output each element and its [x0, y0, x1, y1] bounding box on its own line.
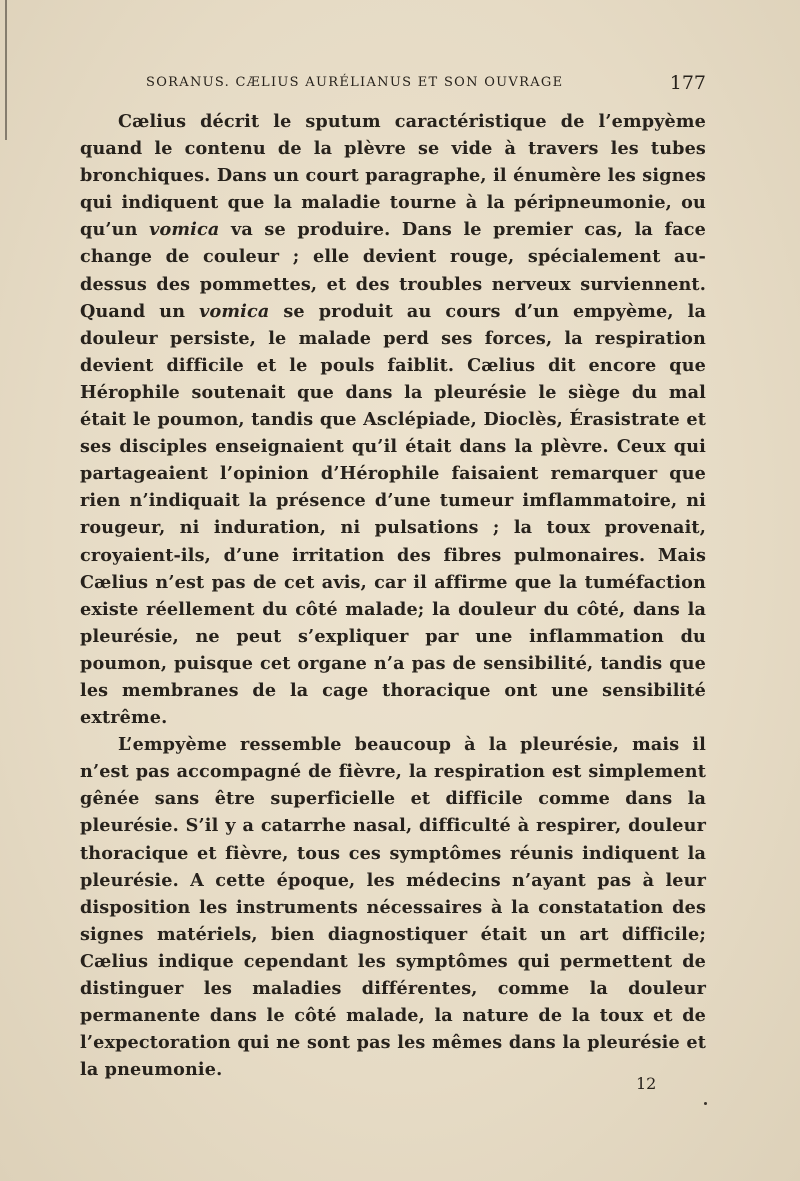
- italic-term-vomica: vomica: [199, 300, 270, 322]
- paragraph-1: [80, 108, 706, 731]
- signature-mark: 12: [636, 1074, 657, 1093]
- body-text: [80, 108, 706, 1083]
- running-head: SORANUS. CÆLIUS AURÉLIANUS ET SON OUVRAGE: [146, 75, 564, 90]
- page-header: [146, 72, 706, 96]
- paragraph-1-part-c: se produit au cours d’un empyème, la douleur persiste, le malade perd ses forces, la respiration devient difficile et le pouls faiblit. Cælius dit encore que Hérophile soutenait que dans la pleurésie le siège du mal était le poumon, tandis que Asclépiade, Dioclès, Érasistrate et ses disciples enseignaient qu’il était dans la plèvre. Ceux qui partageaient l’opinion d’Hérophile faisaient remarquer que rien n’indiquait la présence d’une tumeur imflammatoire, ni rougeur, ni induration, ni pulsations ; la toux provenait, croyaient-ils, d’une irritation des fibres pulmonaires. Mais Cælius n’est pas de cet avis, car il affirme que la tuméfaction existe réellement du côté malade; la douleur du côté, dans la pleurésie, ne peut s’expliquer par une inflammation du poumon, puisque cet organe n’a pas de sensibilité, tandis que les membranes de la cage thoracique ont une sensibilité extrême.: [80, 300, 706, 729]
- paragraph-2: L’empyème ressemble beaucoup à la pleurésie, mais il n’est pas accompagné de fièvre, la respiration est simplement gênée sans être superficielle et difficile comme dans la pleurésie. S’il y a catarrhe nasal, difficulté à respirer, douleur thoracique et fièvre, tous ces symptômes réunis indiquent la pleurésie. A cette époque, les médecins n’ayant pas à leur disposition les instruments nécessaires à la constatation des signes matériels, bien diagnostiquer était un art difficile; Cælius indique cependant les symptômes qui permettent de distinguer les maladies différentes, comme la douleur permanente dans le côté malade, la nature de la toux et de l’expectoration qui ne sont pas les mêmes dans la pleurésie et la pneumonie.: [80, 734, 706, 1081]
- page-number: 177: [669, 72, 706, 94]
- paragraph-1-part-b: va se produire. Dans le premier cas, la face change de couleur ; elle devient rouge, spécialement au-dessus des pommettes, et des troubles nerveux surviennent. Quand un: [80, 219, 706, 322]
- paragraph-1-part-a: Cælius décrit le sputum caractéristique de l’empyème quand le contenu de la plèvre se vide à travers les tubes bronchiques. Dans un court paragraphe, il énumère les signes qui indiquent que la maladie tourne à la péripneumonie, ou qu’un: [80, 111, 706, 241]
- italic-term-vomica: vomica: [149, 219, 220, 241]
- ink-speck: [704, 1102, 707, 1105]
- page-edge-line: [5, 0, 7, 140]
